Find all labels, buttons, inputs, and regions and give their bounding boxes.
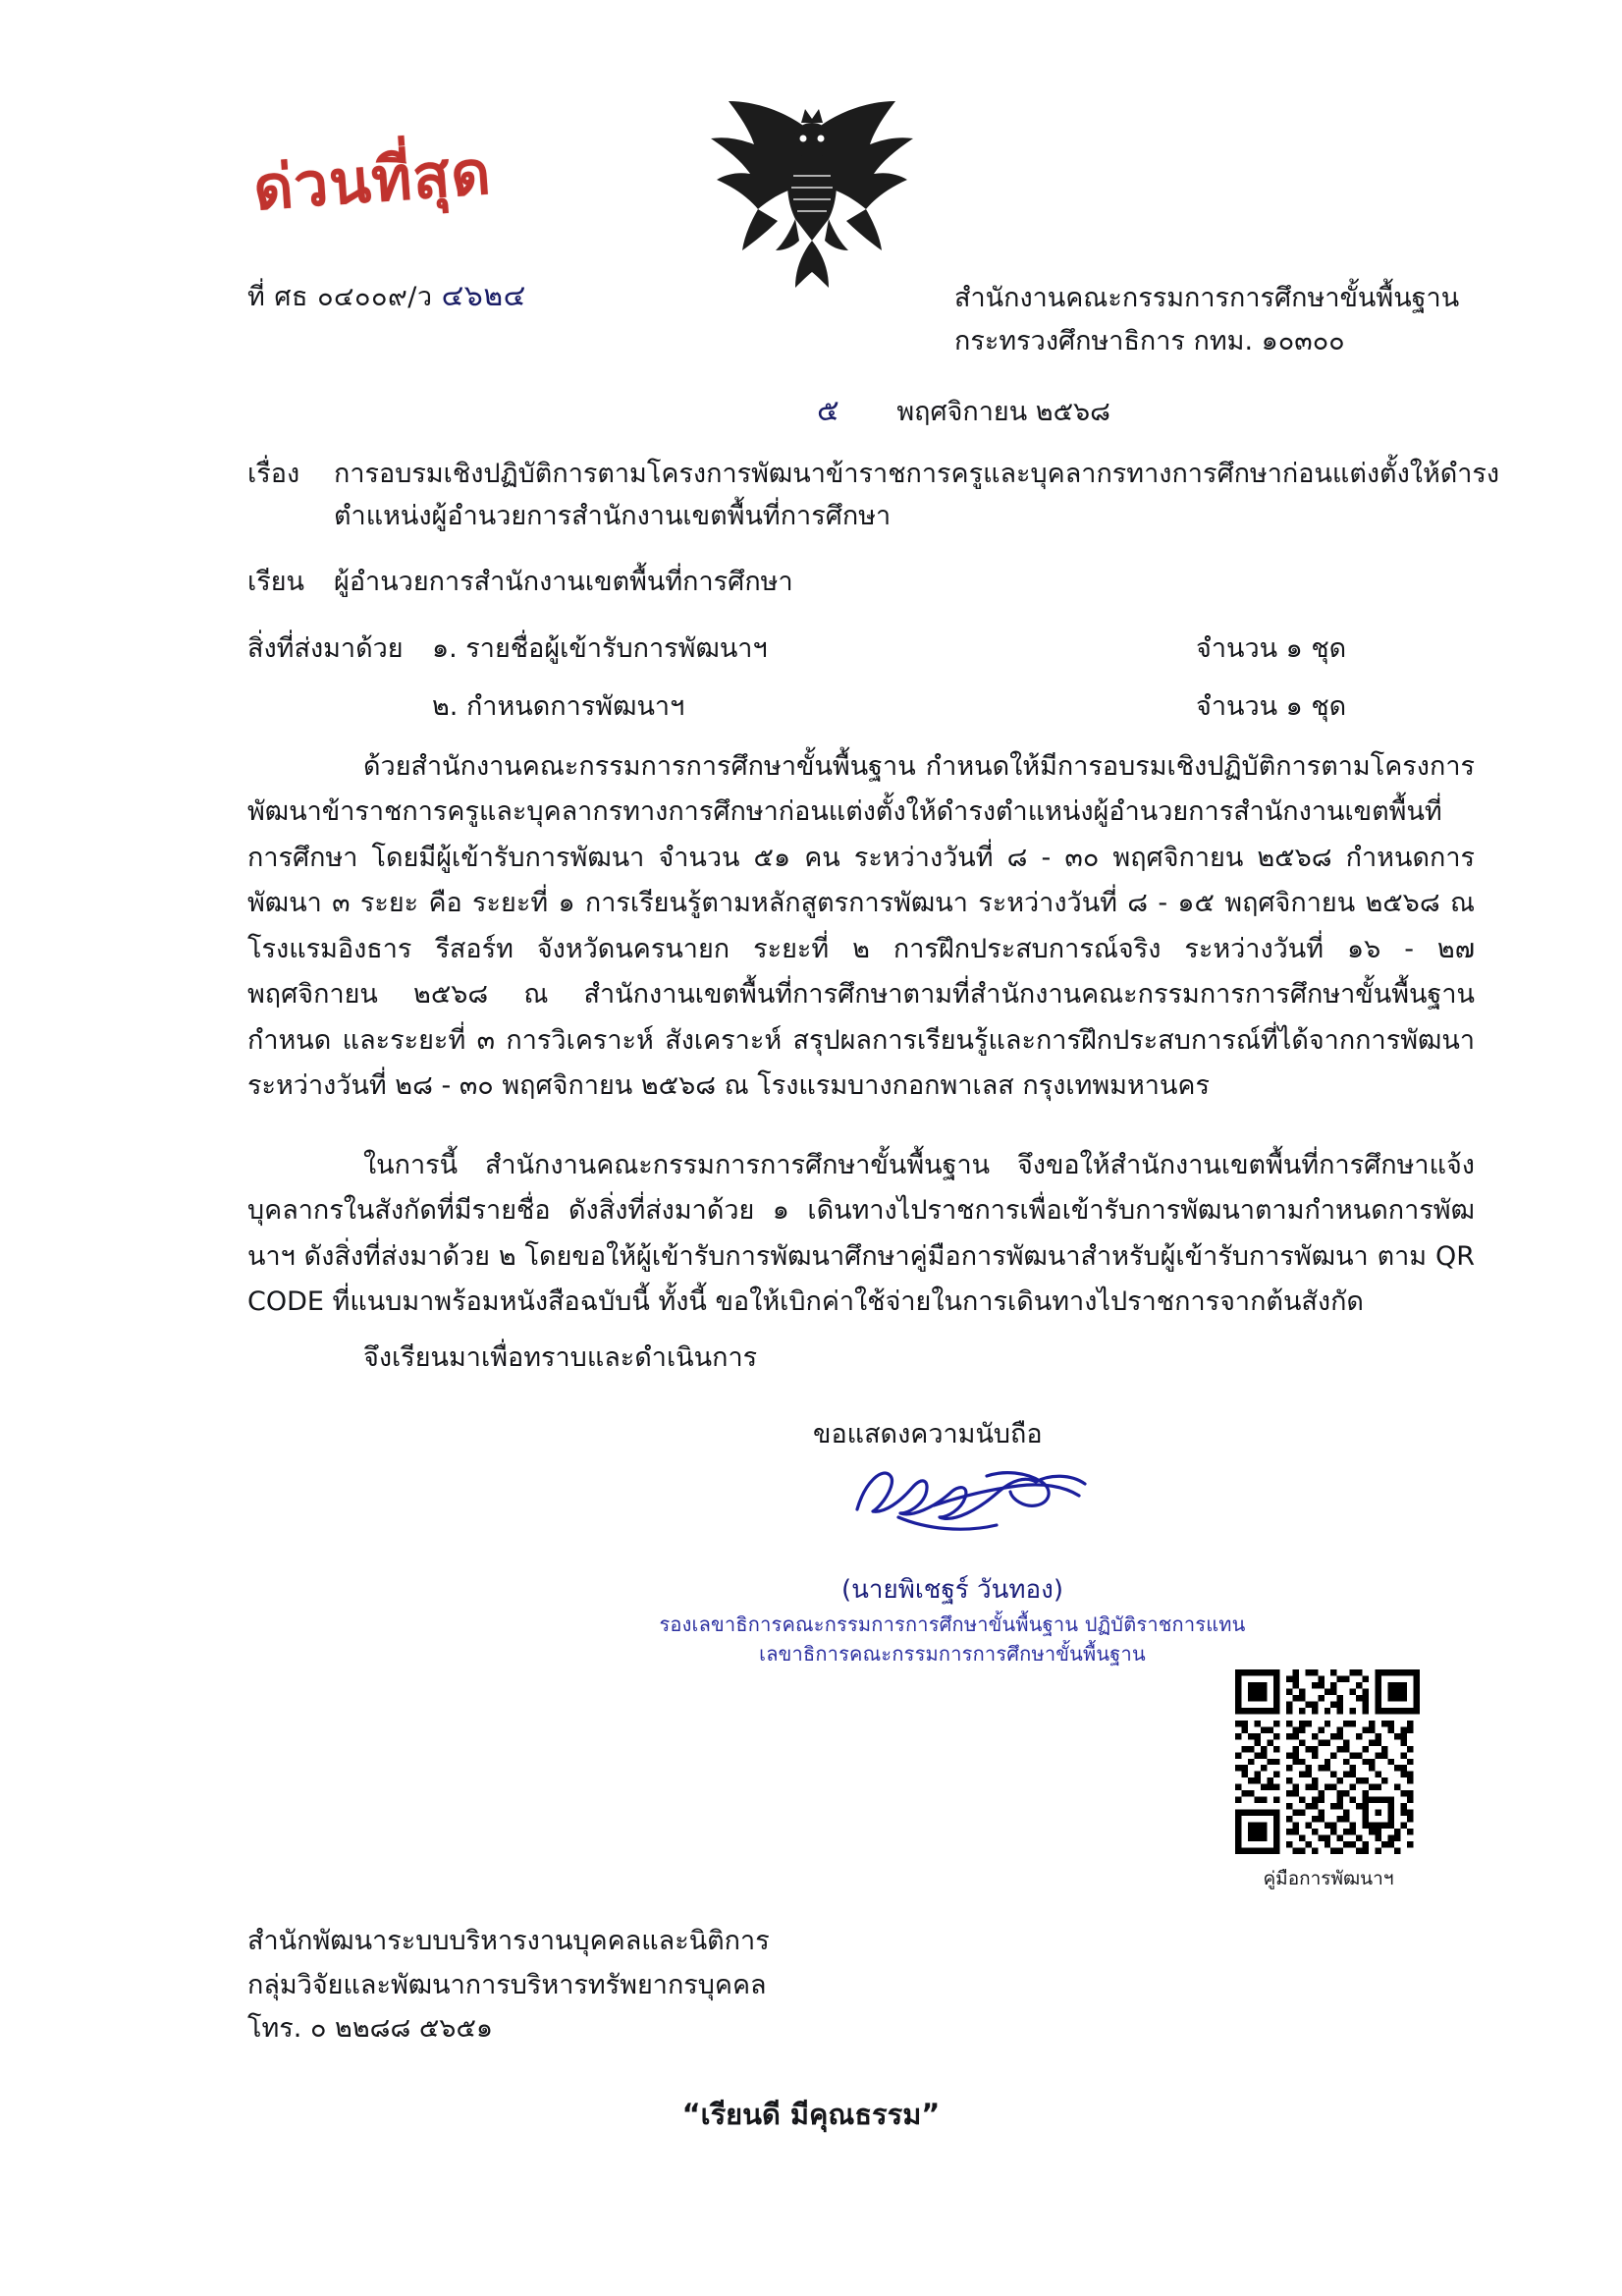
- footer-line-1: สำนักพัฒนาระบบบริหารงานบุคคลและนิติการ: [247, 1926, 770, 1956]
- body-paragraph-1-text: ด้วยสำนักงานคณะกรรมการการศึกษาขั้นพื้นฐาน กำหนดให้มีการอบรมเชิงปฏิบัติการตามโครงการพัฒนาข้าราชการครูและบุคลากรทางการศึกษาก่อนแต่งตั้งให้ดำรงตำแหน่งผู้อำนวยการสำนักงานเขตพื้นที่การศึกษา โดยมีผู้เข้ารับการพัฒนา จำนวน ๕๑ คน ระหว่างวันที่ ๘ - ๓๐ พฤศจิกายน ๒๕๖๘ กำหนดการพัฒนา ๓ ระยะ คือ ระยะที่ ๑ การเรียนรู้ตามหลักสูตรการพัฒนา ระหว่างวันที่ ๘ - ๑๕ พฤศจิกายน ๒๕๖๘ ณ โรงแรมอิงธาร รีสอร์ท จังหวัดนครนายก ระยะที่ ๒ การฝึกประสบการณ์จริง ระหว่างวันที่ ๑๖ - ๒๗ พฤศจิกายน ๒๕๖๘ ณ สำนักงานเขตพื้นที่การศึกษาตามที่สำนักงานคณะกรรมการการศึกษาขั้นพื้นฐานกำหนด และระยะที่ ๓ การวิเคราะห์ สังเคราะห์ สรุปผลการเรียนรู้และการฝึกประสบการณ์ที่ได้จากการพัฒนา ระหว่างวันที่ ๒๘ - ๓๐ พฤศจิกายน ๒๕๖๘ ณ โรงแรมบางกอกพาเลส กรุงเทพมหานคร: [247, 751, 1475, 1102]
- recipient-text: ผู้อำนวยการสำนักงานเขตพื้นที่การศึกษา: [334, 567, 793, 597]
- document-number-handwritten: ๔๖๒๔: [441, 279, 526, 313]
- organization-line-2: กระทรวงศึกษาธิการ กทม. ๑๐๓๐๐: [954, 325, 1345, 356]
- body-paragraph-3: [247, 1336, 1475, 1381]
- subject-text: การอบรมเชิงปฏิบัติการตามโครงการพัฒนาข้าราชการครูและบุคลากรทางการศึกษาก่อนแต่งตั้งให้ดำรงตำแหน่งผู้อำนวยการสำนักงานเขตพื้นที่การศึกษา: [334, 459, 1500, 531]
- subject-label: เรื่อง: [247, 459, 300, 489]
- list-item: ๒. กำหนดการพัฒนาฯ: [432, 690, 685, 722]
- footer-contact: [247, 1920, 770, 2051]
- footer-line-2: กลุ่มวิจัยและพัฒนาการบริหารทรัพยากรบุคคล: [247, 1969, 767, 2000]
- organization-line-1: สำนักงานคณะกรรมการการศึกษาขั้นพื้นฐาน: [954, 283, 1460, 313]
- body-paragraph-3-text: จึงเรียนมาเพื่อทราบและดำเนินการ: [363, 1342, 758, 1373]
- garuda-emblem-icon: [699, 93, 925, 300]
- list-item-quantity: จำนวน ๑ ชุด: [1196, 690, 1347, 722]
- enclosures-quantities: [1196, 629, 1490, 743]
- signer-name: (นายพิเชฐร์ วันทอง): [841, 1575, 1063, 1605]
- signer-title-line-1: รองเลขาธิการคณะกรรมการการศึกษาขั้นพื้นฐาน ปฏิบัติราชการแทน: [659, 1613, 1246, 1636]
- recipient-label: เรียน: [247, 567, 305, 597]
- footer-line-3: โทร. ๐ ๒๒๘๘ ๕๖๕๑: [247, 2013, 494, 2045]
- qr-code[interactable]: [1235, 1669, 1420, 1854]
- enclosures-label: สิ่งที่ส่งมาด้วย: [247, 633, 404, 664]
- signature-image: [839, 1449, 1114, 1557]
- document-number-prefix: ที่ ศธ ๐๔๐๐๙/ว: [247, 282, 433, 312]
- enclosures-list: [432, 629, 1198, 743]
- urgent-stamp: ด่วนที่สุด: [250, 136, 494, 225]
- document-date-day: ๕: [817, 394, 839, 428]
- document-date: [817, 388, 1110, 434]
- document-number: [247, 273, 526, 319]
- body-paragraph-1: [247, 744, 1475, 1110]
- motto-text: “เรียนดี มีคุณธรรม”: [681, 2098, 941, 2131]
- list-item-quantity: จำนวน ๑ ชุด: [1196, 633, 1347, 664]
- qr-code-caption: คู่มือการพัฒนาฯ: [1263, 1868, 1394, 1889]
- body-paragraph-2: [247, 1143, 1475, 1326]
- body-paragraph-2-text: ในการนี้ สำนักงานคณะกรรมการการศึกษาขั้นพื้นฐาน จึงขอให้สำนักงานเขตพื้นที่การศึกษาแจ้งบุคลากรในสังกัดที่มีรายชื่อ ดังสิ่งที่ส่งมาด้วย ๑ เดินทางไปราชการเพื่อเข้ารับการพัฒนาตามกำหนดการพัฒนาฯ ดังสิ่งที่ส่งมาด้วย ๒ โดยขอให้ผู้เข้ารับการพัฒนาศึกษาคู่มือการพัฒนาสำหรับผู้เข้ารับการพัฒนา ตาม QR CODE ที่แนบมาพร้อมหนังสือฉบับนี้ ทั้งนี้ ขอให้เบิกค่าใช้จ่ายในการเดินทางไปราชการจากต้นสังกัด: [247, 1150, 1475, 1318]
- list-item: ๑. รายชื่อผู้เข้ารับการพัฒนาฯ: [432, 633, 768, 664]
- closing-respect: ขอแสดงความนับถือ: [813, 1419, 1043, 1449]
- organization-block: [954, 277, 1459, 362]
- document-date-month-year: พฤศจิกายน ๒๕๖๘: [896, 397, 1110, 427]
- signer-title-line-2: เลขาธิการคณะกรรมการการศึกษาขั้นพื้นฐาน: [759, 1642, 1146, 1666]
